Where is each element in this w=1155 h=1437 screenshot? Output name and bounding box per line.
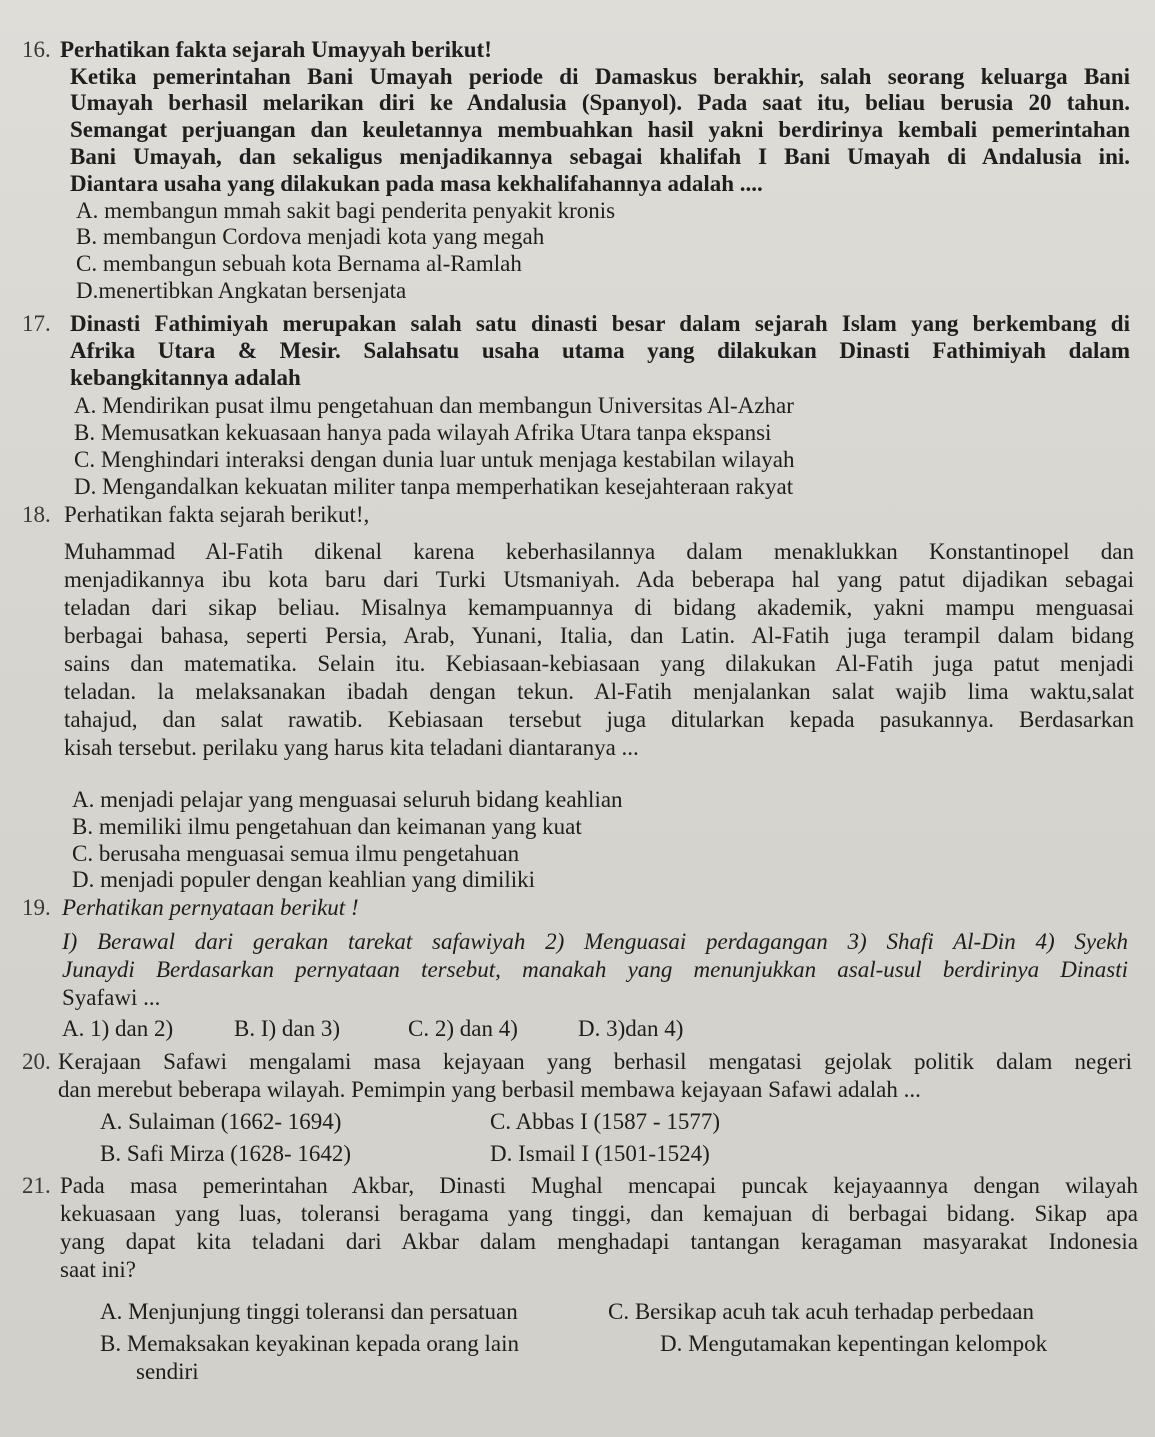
option-c: C. Bersikap acuh tak acuh terhadap perbedaan — [608, 1299, 1034, 1324]
option-d: D. Ismail I (1501-1524) — [490, 1141, 710, 1166]
option-c: C. Menghindari interaksi dengan dunia luar untuk menjaga kestabilan wilayah — [74, 447, 795, 472]
passage-line: Bani Umayah, dan sekaligus menjadikannya sebagai khalifah I Bani Umayah di Andalusia ini. — [70, 144, 1130, 169]
passage-line: teladan dari sikap beliau. Misalnya kemampuannya di bidang akademik, yakni mampu menguasai — [64, 595, 1134, 620]
option-b: B. memiliki ilmu pengetahuan dan keimanan yang kuat — [72, 814, 582, 839]
passage-line: dan merebut beberapa wilayah. Pemimpin yang berbasil membawa kejayaan Safawi adalah ... — [58, 1077, 921, 1102]
option-c: C. 2) dan 4) — [408, 1016, 518, 1041]
passage-line: yang dapat kita teladani dari Akbar dalam menghadapi tantangan keragaman masyarakat Indonesia — [60, 1229, 1138, 1254]
question-number: 16. — [22, 37, 51, 62]
option-b: B. membangun Cordova menjadi kota yang megah — [76, 224, 545, 249]
passage-line: Semangat perjuangan dan keuletannya membuahkan hasil yakni berdirinya kembali pemerintahan — [70, 117, 1130, 142]
option-a: A. Sulaiman (1662- 1694) — [100, 1109, 342, 1134]
option-a: A. Menjunjung tinggi toleransi dan persatuan — [100, 1299, 518, 1324]
passage-line: Junaydi Berdasarkan pernyataan tersebut, manakah yang menunjukkan asal-usul berdirinya Dinasti — [62, 957, 1128, 982]
question-number: 18. — [22, 502, 51, 527]
passage-line: Afrika Utara & Mesir. Salahsatu usaha utama yang dilakukan Dinasti Fathimiyah dalam — [70, 338, 1130, 363]
passage-line: Kerajaan Safawi mengalami masa kejayaan yang berhasil mengatasi gejolak politik dalam negeri — [58, 1049, 1132, 1074]
passage-line: Syafawi ... — [62, 985, 161, 1010]
option-b: B. Memaksakan keyakinan kepada orang lain — [100, 1331, 519, 1356]
option-c: C. berusaha menguasai semua ilmu pengetahuan — [72, 841, 520, 866]
passage-line: I) Berawal dari gerakan tarekat safawiyah 2) Menguasai perdagangan 3) Shafi Al-Din 4) Syekh — [62, 929, 1128, 954]
question-number: 17. — [22, 311, 51, 336]
option-c: C. membangun sebuah kota Bernama al-Ramlah — [76, 251, 522, 276]
passage-line: Dinasti Fathimiyah merupakan salah satu dinasti besar dalam sejarah Islam yang berkembang di — [70, 311, 1130, 336]
passage-line: sains dan matematika. Selain itu. Kebiasaan-kebiasaan yang dilakukan Al-Fatih juga patut menjadi — [64, 651, 1134, 676]
option-a: A. menjadi pelajar yang menguasai seluruh bidang keahlian — [72, 787, 623, 812]
passage-line: kekuasaan yang luas, toleransi beragama yang tinggi, dan kemajuan di berbagai bidang. Sikap apa — [60, 1201, 1138, 1226]
question-number: 20. — [22, 1049, 51, 1074]
option-d: D. Mengandalkan kekuatan militer tanpa memperhatikan kesejahteraan rakyat — [74, 474, 794, 499]
passage-line: menjadikannya ibu kota baru dari Turki Utsmaniyah. Ada beberapa hal yang patut dijadikan sebagai — [64, 567, 1134, 592]
passage-line: Diantara usaha yang dilakukan pada masa kekhalifahannya adalah .... — [70, 171, 763, 196]
question-title: Perhatikan pernyataan berikut ! — [62, 895, 359, 920]
passage-line: Umayah berhasil melarikan diri ke Andalusia (Spanyol). Pada saat itu, beliau berusia 20 tahun. — [70, 90, 1130, 115]
question-number: 21. — [22, 1173, 51, 1198]
question-number: 19. — [22, 895, 51, 920]
passage-line: Muhammad Al-Fatih dikenal karena keberhasilannya dalam menaklukkan Konstantinopel dan — [64, 539, 1134, 564]
question-title: Perhatikan fakta sejarah Umayyah berikut! — [60, 37, 492, 62]
passage-line: Ketika pemerintahan Bani Umayah periode di Damaskus berakhir, salah seorang keluarga Bani — [70, 64, 1130, 89]
passage-line: teladan. la melaksanakan ibadah dengan tekun. Al-Fatih menjalankan salat wajib lima waktu,salat — [64, 679, 1134, 704]
option-b: B. Safi Mirza (1628- 1642) — [100, 1141, 352, 1166]
option-a: A. membangun mmah sakit bagi penderita penyakit kronis — [76, 198, 616, 223]
question-title: Perhatikan fakta sejarah berikut!, — [64, 502, 370, 527]
option-b: B. I) dan 3) — [234, 1016, 341, 1041]
option-c: C. Abbas I (1587 - 1577) — [490, 1109, 720, 1134]
passage-line: kebangkitannya adalah — [70, 365, 301, 390]
option-d: D. menjadi populer dengan keahlian yang dimiliki — [72, 867, 536, 892]
passage-line: saat ini? — [60, 1257, 136, 1282]
passage-line: Pada masa pemerintahan Akbar, Dinasti Mughal mencapai puncak kejayaannya dengan wilayah — [60, 1173, 1138, 1198]
option-d: D. Mengutamakan kepentingan kelompok — [660, 1331, 1048, 1356]
passage-line: kisah tersebut. perilaku yang harus kita teladani diantaranya ... — [64, 735, 639, 760]
passage-line: berbagai bahasa, seperti Persia, Arab, Yunani, Italia, dan Latin. Al-Fatih juga terampil dalam bidang — [64, 623, 1134, 648]
option-d: D. 3)dan 4) — [578, 1016, 684, 1041]
option-b-continuation: sendiri — [136, 1359, 199, 1384]
passage-line: tahajud, dan salat rawatib. Kebiasaan tersebut juga ditularkan kepada pasukannya. Berdasarkan — [64, 707, 1134, 732]
option-d: D.menertibkan Angkatan bersenjata — [76, 278, 407, 303]
option-a: A. Mendirikan pusat ilmu pengetahuan dan membangun Universitas Al-Azhar — [74, 393, 794, 418]
option-a: A. 1) dan 2) — [62, 1016, 174, 1041]
option-b: B. Memusatkan kekuasaan hanya pada wilayah Afrika Utara tanpa ekspansi — [74, 420, 772, 445]
